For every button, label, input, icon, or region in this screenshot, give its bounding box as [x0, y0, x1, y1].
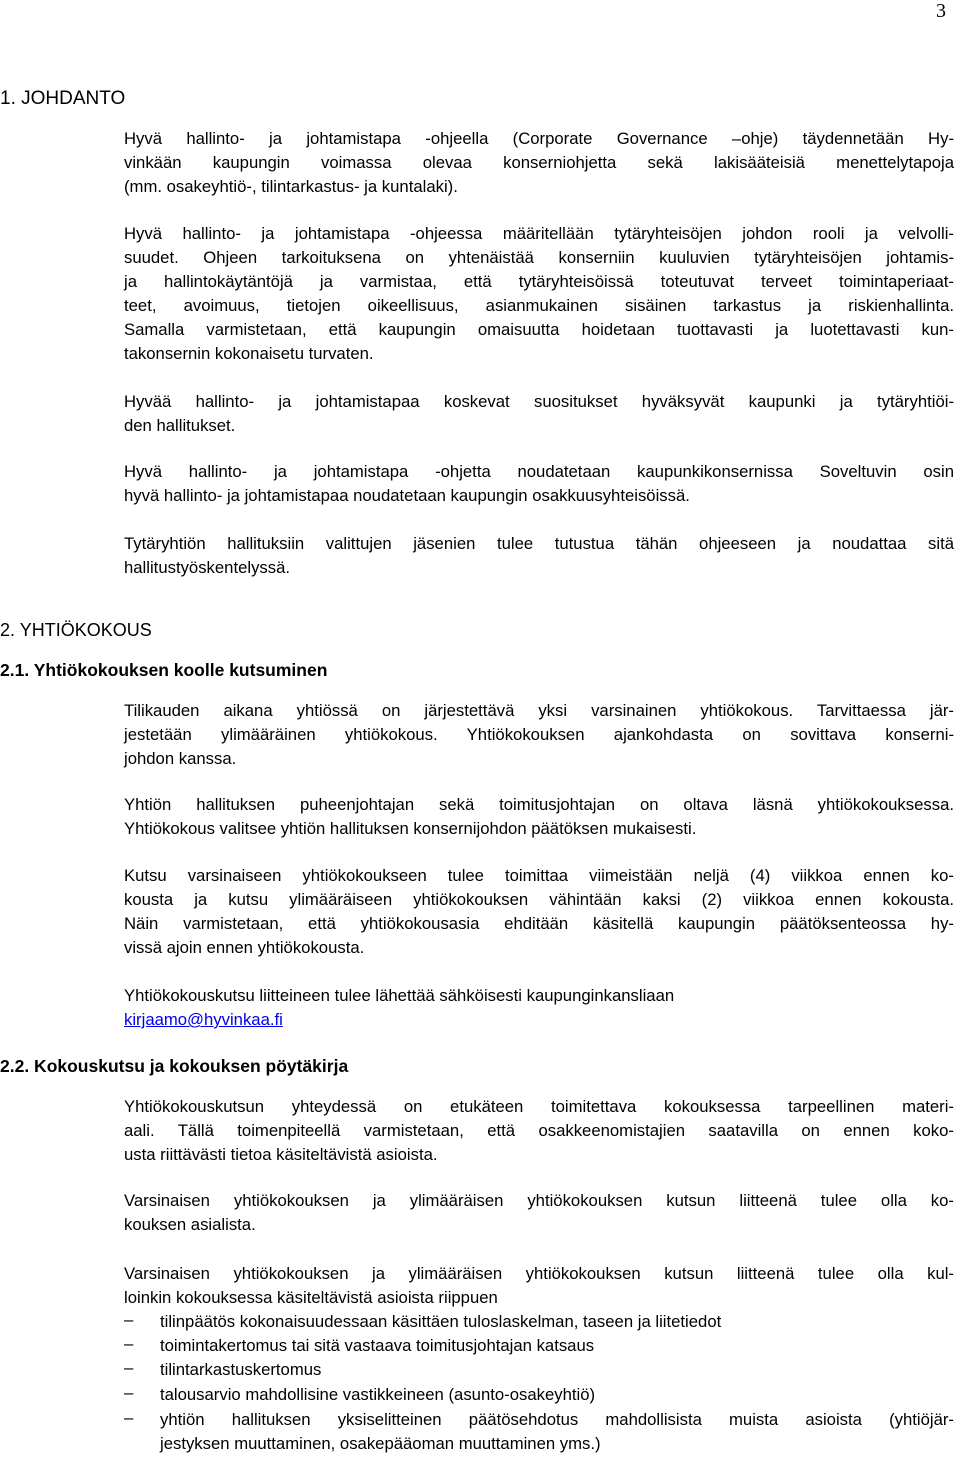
list-item — [160, 1334, 954, 1358]
text-line: yhtiön hallituksen yksiselitteinen päätösehdotus mahdollisista muista asioista (yhtiöjär- — [160, 1410, 954, 1429]
text-line: teet, avoimuus, tietojen oikeellisuus, asianmukainen sisäinen tarkastus ja riskienhallinta. — [124, 296, 954, 315]
meeting-paragraph-4 — [124, 984, 954, 1032]
text-line: kouksen asialista. — [124, 1215, 256, 1234]
text-line: talousarvio mahdollisine vastikkeineen (asunto-osakeyhtiö) — [160, 1385, 596, 1404]
intro-paragraph-1 — [124, 127, 954, 199]
list-item — [160, 1408, 954, 1456]
text-line: Näin varmistetaan, että yhtiökokousasia ehditään käsitellä kaupungin päätöksenteossa hy- — [124, 914, 954, 933]
text-line: suudet. Ohjeen tarkoituksena on yhtenäistää konserniin kuuluvien tytäryhteisöjen johtamis- — [124, 248, 954, 267]
text-line: takonsernin kokonaisetu turvaten. — [124, 344, 374, 363]
text-line: usta riittävästi tietoa käsiteltävistä asioista. — [124, 1145, 438, 1164]
intro-paragraph-2 — [124, 222, 954, 366]
dash-bullet-icon: – — [124, 1358, 134, 1377]
agenda-paragraph-2 — [124, 1189, 954, 1237]
dash-bullet-icon: – — [124, 1334, 134, 1353]
text-line: Tytäryhtiön hallituksiin valittujen jäsenien tulee tutustua tähän ohjeeseen ja noudattaa sitä — [124, 534, 954, 553]
text-line: Yhtiökokous valitsee yhtiön hallituksen konsernijohdon päätöksen mukaisesti. — [124, 819, 697, 838]
text-line: tilintarkastuskertomus — [160, 1360, 322, 1379]
text-line: johdon kanssa. — [124, 749, 237, 768]
intro-paragraph-3 — [124, 390, 954, 438]
section-2-heading: 2. YHTIÖKOKOUS — [0, 620, 152, 640]
dash-bullet-icon: – — [124, 1408, 134, 1427]
list-item — [160, 1358, 954, 1382]
meeting-paragraph-3 — [124, 864, 954, 960]
text-line: Kutsu varsinaiseen yhtiökokoukseen tulee toimittaa viimeistään neljä (4) viikkoa ennen ko- — [124, 866, 954, 885]
text-line: kousta ja kutsu ylimääräiseen yhtiökokouksen vähintään kaksi (2) viikkoa ennen kokousta. — [124, 890, 954, 909]
text-line: Tilikauden aikana yhtiössä on järjestettävä yksi varsinainen yhtiökokous. Tarvittaessa jär- — [124, 701, 954, 720]
intro-paragraph-5 — [124, 532, 954, 580]
text-line: den hallitukset. — [124, 416, 236, 435]
text-line: hallitustyöskentelyssä. — [124, 558, 291, 577]
text-line: hyvä hallinto- ja johtamistapaa noudatetaan kaupungin osakkuusyhteisöissä. — [124, 486, 690, 505]
text-line: jestyksen muuttaminen, osakepääoman muuttaminen yms.) — [160, 1434, 601, 1453]
list-item — [160, 1310, 954, 1334]
text-line: Hyvä hallinto- ja johtamistapa -ohjeessa määritellään tytäryhteisöjen johdon rooli ja velvolli- — [124, 224, 954, 243]
text-line: Varsinaisen yhtiökokouksen ja ylimääräisen yhtiökokouksen kutsun liitteenä tulee olla ko- — [124, 1191, 954, 1210]
section-1-heading: 1. JOHDANTO — [0, 88, 126, 109]
intro-paragraph-4 — [124, 460, 954, 508]
text-line: vinkään kaupungin voimassa olevaa konserniohjetta sekä lakisääteisiä menettelytapoja — [124, 153, 954, 172]
text-line: Yhtiön hallituksen puheenjohtajan sekä toimitusjohtajan on oltava läsnä yhtiökokouksessa. — [124, 795, 954, 814]
text-line: jestetään ylimääräinen yhtiökokous. Yhtiökokouksen ajankohdasta on sovittava konserni- — [124, 725, 954, 744]
text-line: Hyvä hallinto- ja johtamistapa -ohjetta noudatetaan kaupunkikonsernissa Soveltuvin osin — [124, 462, 954, 481]
text-line: Yhtiökokouskutsu liitteineen tulee lähettää sähköisesti kaupunginkansliaan — [124, 986, 675, 1005]
text-line: Samalla varmistetaan, että kaupungin omaisuutta hoidetaan tuottavasti ja luotettavasti kun- — [124, 320, 954, 339]
subsection-2-2-heading: 2.2. Kokouskutsu ja kokouksen pöytäkirja — [0, 1056, 349, 1076]
text-line: aali. Tällä toimenpiteellä varmistetaan, että osakkeenomistajien saatavilla on ennen koko- — [124, 1121, 954, 1140]
subsection-2-1-heading: 2.1. Yhtiökokouksen koolle kutsuminen — [0, 660, 328, 680]
text-line: Hyvää hallinto- ja johtamistapaa koskevat suositukset hyväksyvät kaupunki ja tytäryhtiöi- — [124, 392, 954, 411]
meeting-paragraph-2 — [124, 793, 954, 841]
text-line: tilinpäätös kokonaisuudessaan käsittäen tuloslaskelman, taseen ja liitetiedot — [160, 1312, 722, 1331]
text-line: toimintakertomus tai sitä vastaava toimitusjohtajan katsaus — [160, 1336, 595, 1355]
text-line: Hyvä hallinto- ja johtamistapa -ohjeella (Corporate Governance –ohje) täydennetään Hy- — [124, 129, 954, 148]
text-line: vissä ajoin ennen yhtiökokousta. — [124, 938, 365, 957]
page-number: 3 — [936, 0, 946, 22]
text-line: (mm. osakeyhtiö-, tilintarkastus- ja kuntalaki). — [124, 177, 458, 196]
dash-bullet-icon: – — [124, 1310, 134, 1329]
agenda-paragraph-3 — [124, 1262, 954, 1310]
text-line: Varsinaisen yhtiökokouksen ja ylimääräisen yhtiökokouksen kutsun liitteenä tulee olla kul- — [124, 1264, 954, 1283]
text-line: ja hallintokäytäntöjä ja varmistaa, että tytäryhteisöissä toteutuvat terveet toimintaperiaat- — [124, 272, 954, 291]
list-item — [160, 1383, 954, 1407]
agenda-paragraph-1 — [124, 1095, 954, 1167]
text-line — [124, 1008, 954, 1032]
text-line: loinkin kokouksessa käsiteltävistä asioista riippuen — [124, 1288, 498, 1307]
email-link[interactable]: kirjaamo@hyvinkaa.fi — [124, 1010, 283, 1029]
text-line: Yhtiökokouskutsun yhteydessä on etukäteen toimitettava kokouksessa tarpeellinen materi- — [124, 1097, 954, 1116]
meeting-paragraph-1 — [124, 699, 954, 771]
dash-bullet-icon: – — [124, 1383, 134, 1402]
